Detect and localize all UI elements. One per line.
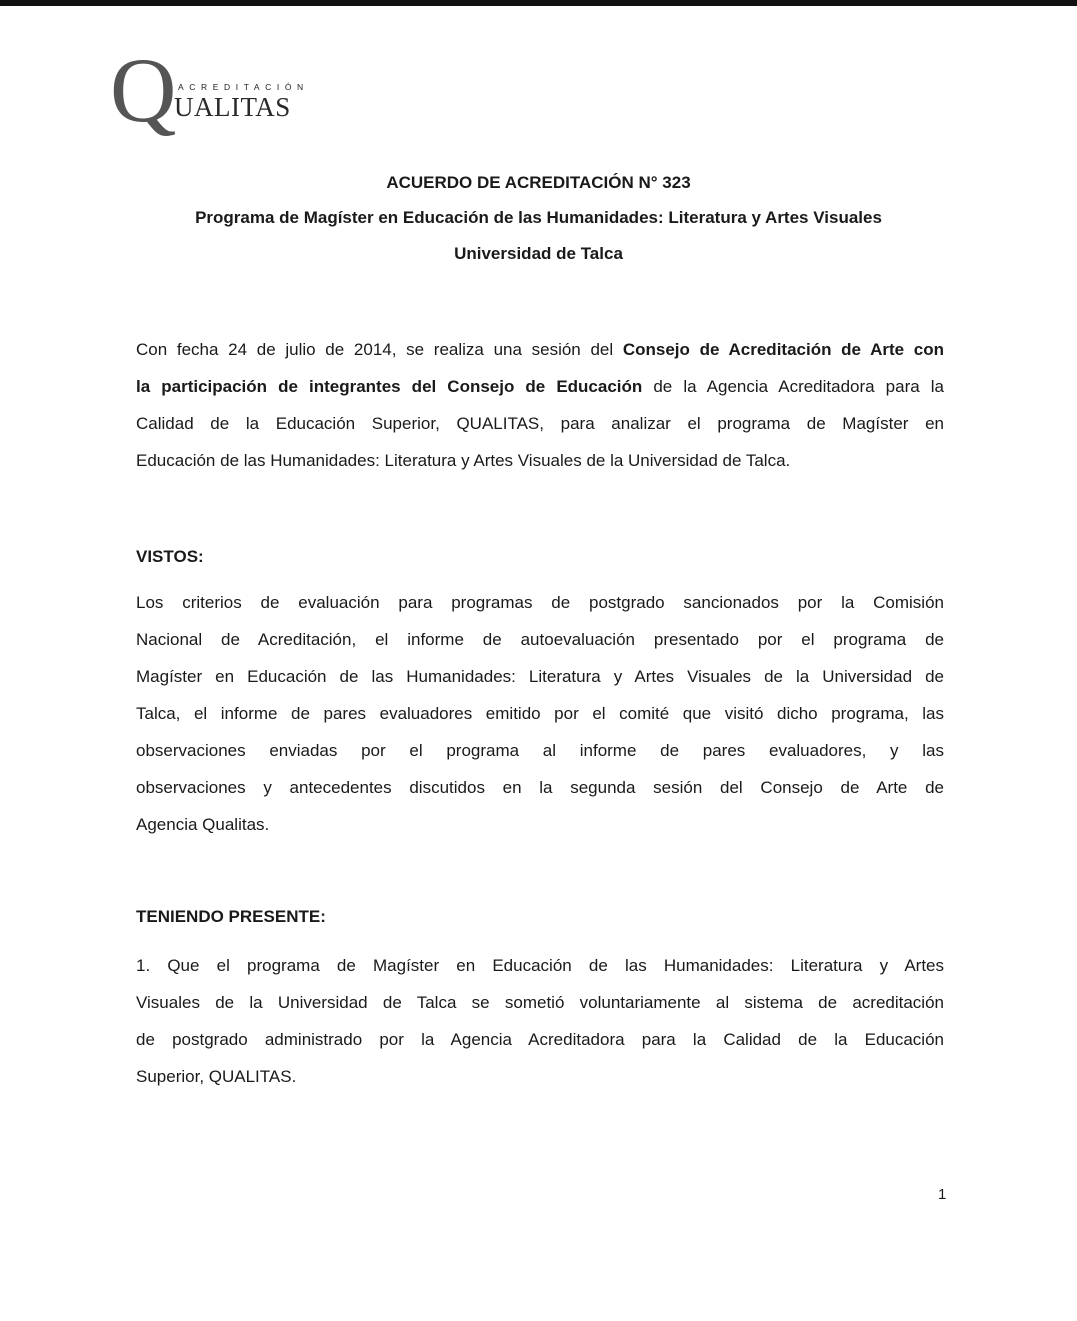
document-title: ACUERDO DE ACREDITACIÓN N° 323 (386, 173, 691, 192)
vistos-paragraph (136, 584, 944, 843)
teniendo-presente-paragraph (136, 947, 944, 1095)
teniendo-line: de postgrado administrado por la Agencia Acreditadora para la Calidad de la Educación (136, 1030, 944, 1049)
intro-line: Con fecha 24 de julio de 2014, se realiza una sesión del Consejo de Acreditación de Arte con (136, 340, 944, 359)
logo-q-letter: Q (110, 39, 177, 141)
logo-acreditacion-text: ACREDITACIÓN (178, 82, 309, 92)
university-name: Universidad de Talca (454, 244, 623, 263)
vistos-line: Los criterios de evaluación para programas de postgrado sancionados por la Comisión (136, 593, 944, 612)
teniendo-line: 1. Que el programa de Magíster en Educación de las Humanidades: Literatura y Artes (136, 956, 944, 975)
page-number: 1 (938, 1186, 947, 1203)
teniendo-presente-heading: TENIENDO PRESENTE: (136, 907, 326, 926)
intro-line: Educación de las Humanidades: Literatura y Artes Visuales de la Universidad de Talca. (136, 451, 791, 470)
logo-name-text: UALITAS (174, 92, 291, 122)
vistos-line: Agencia Qualitas. (136, 815, 270, 834)
teniendo-line: Superior, QUALITAS. (136, 1067, 297, 1086)
top-scan-border (0, 0, 1077, 6)
program-name: Programa de Magíster en Educación de las Humanidades: Literatura y Artes Visuales (195, 208, 882, 227)
vistos-line: Nacional de Acreditación, el informe de autoevaluación presentado por el programa de (136, 630, 944, 649)
vistos-line: observaciones y antecedentes discutidos en la segunda sesión del Consejo de Arte de (136, 778, 944, 797)
vistos-line: observaciones enviadas por el programa al informe de pares evaluadores, y las (136, 741, 944, 760)
qualitas-logo (110, 39, 310, 148)
teniendo-line: Visuales de la Universidad de Talca se sometió voluntariamente al sistema de acreditación (136, 993, 944, 1012)
intro-line: la participación de integrantes del Consejo de Educación de la Agencia Acreditadora para la (136, 377, 944, 396)
intro-paragraph (136, 331, 944, 479)
vistos-line: Magíster en Educación de las Humanidades: Literatura y Artes Visuales de la Universidad de (136, 667, 944, 686)
vistos-heading: VISTOS: (136, 547, 204, 566)
vistos-line: Talca, el informe de pares evaluadores emitido por el comité que visitó dicho programa, las (136, 704, 944, 723)
intro-line: Calidad de la Educación Superior, QUALITAS, para analizar el programa de Magíster en (136, 414, 944, 433)
